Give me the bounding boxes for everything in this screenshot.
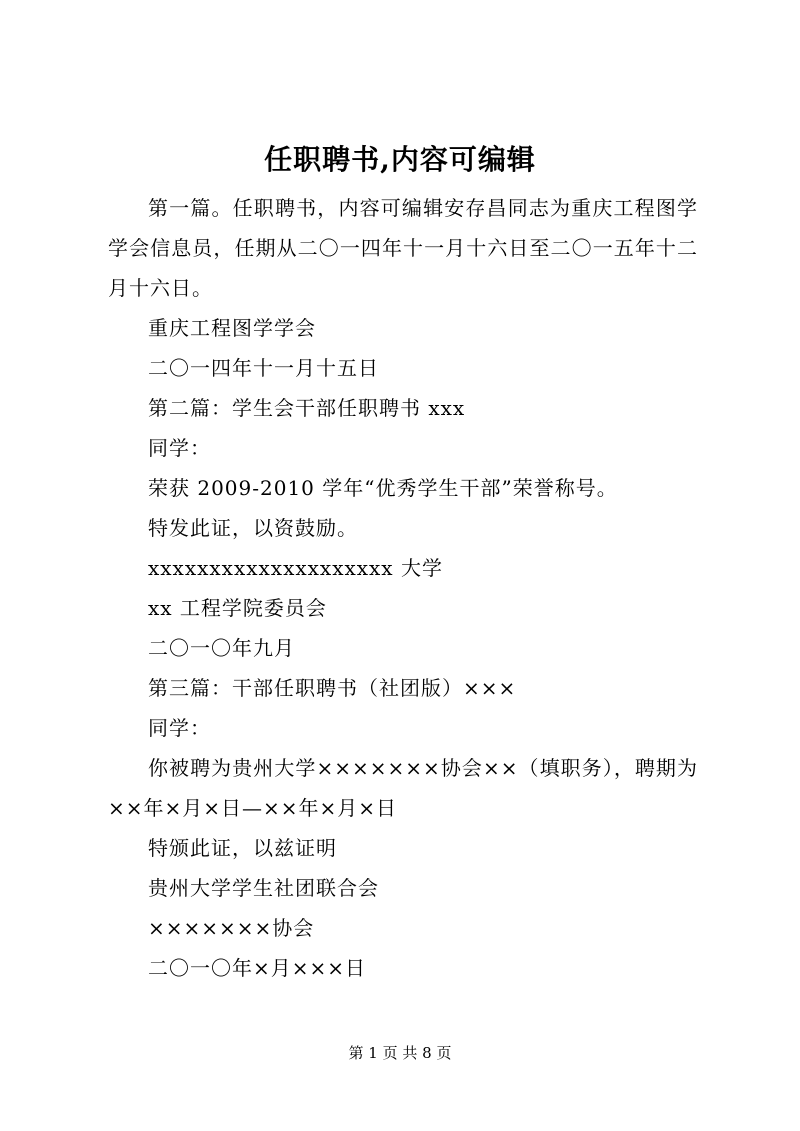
paragraph-9: xx 工程学院委员会 — [148, 596, 327, 620]
document-title: 任职聘书,内容可编辑 — [264, 143, 536, 176]
paragraph-16: ×××××××协会 — [148, 916, 315, 940]
paragraph-4: 第二篇：学生会干部任职聘书 xxx — [148, 396, 466, 420]
paragraph-11: 第三篇：干部任职聘书（社团版）××× — [148, 676, 517, 700]
paragraph-14: 特颁此证，以兹证明 — [148, 836, 337, 860]
paragraph-5: 同学： — [148, 436, 211, 460]
paragraph-1: 第一篇。任职聘书，内容可编辑安存昌同志为重庆工程图学学会信息员，任期从二〇一四年十一月十六日至二〇一五年十二月十六日。 — [108, 196, 698, 300]
page-footer: 第 1 页 共 8 页 — [348, 1044, 452, 1062]
paragraph-7: 特发此证，以资鼓励。 — [148, 516, 358, 540]
document-body — [108, 188, 698, 988]
paragraph-10: 二〇一〇年九月 — [148, 636, 295, 660]
paragraph-15: 贵州大学学生社团联合会 — [148, 876, 379, 900]
paragraph-17: 二〇一〇年×月×××日 — [148, 956, 367, 980]
paragraph-3: 二〇一四年十一月十五日 — [148, 356, 379, 380]
paragraph-6: 荣获 2009-2010 学年“优秀学生干部”荣誉称号。 — [148, 476, 618, 500]
paragraph-13: 你被聘为贵州大学×××××××协会××（填职务），聘期为××年×月×日—××年×月×日 — [108, 756, 698, 820]
paragraph-8: xxxxxxxxxxxxxxxxxxxx 大学 — [148, 556, 443, 580]
paragraph-2: 重庆工程图学学会 — [148, 316, 316, 340]
paragraph-12: 同学： — [148, 716, 211, 740]
